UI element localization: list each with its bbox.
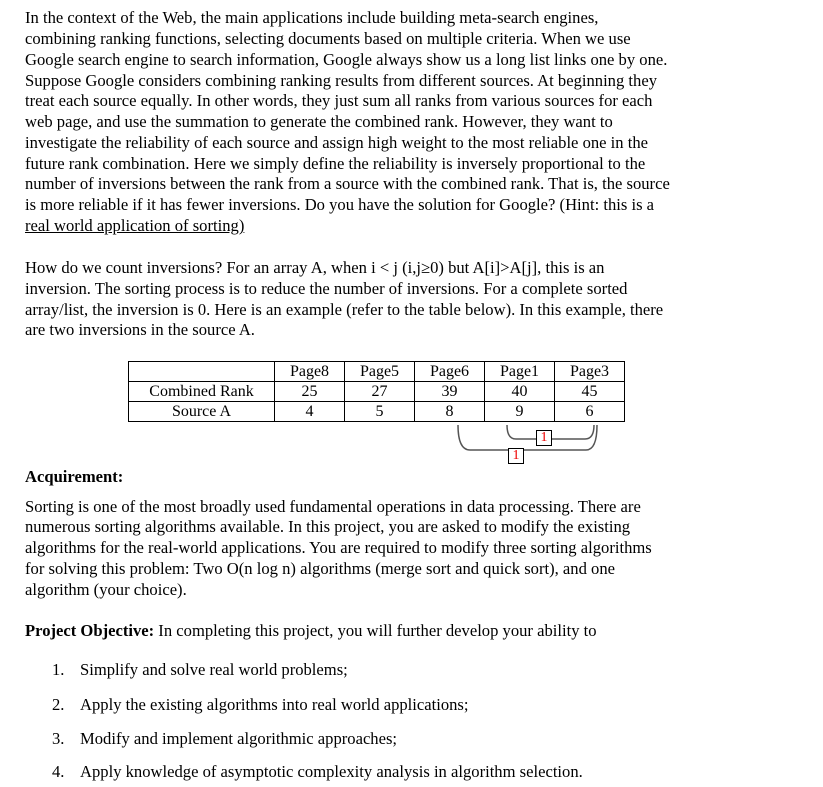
text-line: real world application of sorting) — [25, 216, 245, 235]
text-line: are two inversions in the source A. — [25, 320, 255, 339]
text-line: array/list, the inversion is 0. Here is an example (refer to the table below). In this example, there — [25, 300, 664, 319]
table-cell: Page5 — [345, 362, 415, 382]
table-cell: Page6 — [415, 362, 485, 382]
table-cell: 39 — [415, 382, 485, 402]
text-line: Sorting is one of the most broadly used fundamental operations in data processing. There are — [25, 497, 641, 516]
table-cell: 27 — [345, 382, 415, 402]
project-objective — [25, 621, 597, 641]
text-line: web page, and use the summation to generate the combined rank. However, they want to — [25, 112, 613, 131]
text-line: In the context of the Web, the main applications include building meta-search engines, — [25, 8, 599, 27]
table-cell: 9 — [485, 402, 555, 422]
text-line: number of inversions between the rank from a source with the combined rank. That is, the source — [25, 174, 670, 193]
table-cell: Page3 — [555, 362, 625, 382]
list-text: Modify and implement algorithmic approaches; — [80, 729, 398, 748]
text-line: algorithm (your choice). — [25, 580, 187, 599]
text-line: Suppose Google considers combining ranking results from different sources. At beginning they — [25, 71, 657, 90]
inversion-count-label: 1 — [536, 430, 552, 446]
text-line: inversion. The sorting process is to reduce the number of inversions. For a complete sorted — [25, 279, 628, 298]
table-cell: 40 — [485, 382, 555, 402]
table-cell: 5 — [345, 402, 415, 422]
objective-label: Project Objective: — [25, 621, 155, 640]
table-cell: 45 — [555, 382, 625, 402]
table-cell: Page1 — [485, 362, 555, 382]
table-cell: Source A — [129, 402, 275, 422]
text-line: Google search engine to search information, Google always show us a long list links one by one. — [25, 50, 668, 69]
list-number: 3. — [52, 729, 65, 748]
text-line: is more reliable if it has fewer inversions. Do you have the solution for Google? (Hint: this is a — [25, 195, 655, 214]
text-line: for solving this problem: Two O(n log n) algorithms (merge sort and quick sort), and one — [25, 559, 615, 578]
text-line: future rank combination. Here we simply define the reliability is inversely proportional to the — [25, 154, 646, 173]
list-text: Apply the existing algorithms into real world applications; — [80, 695, 469, 714]
text-line: investigate the reliability of each source and assign high weight to the most reliable one in the — [25, 133, 649, 152]
outer-bracket — [458, 425, 597, 450]
text-line: How do we count inversions? For an array A, when i < j (i,j≥0) but A[i]>A[j], this is an — [25, 258, 605, 277]
table-cell: Page8 — [275, 362, 345, 382]
table-cell: Combined Rank — [129, 382, 275, 402]
list-number: 4. — [52, 762, 65, 781]
inversion-count-label: 1 — [508, 448, 524, 464]
list-text: Apply knowledge of asymptotic complexity analysis in algorithm selection. — [80, 762, 583, 781]
list-number: 1. — [52, 660, 65, 679]
text-line: combining ranking functions, selecting documents based on multiple criteria. When we use — [25, 29, 631, 48]
text-line: algorithms for the real-world applications. You are required to modify three sorting algorithms — [25, 538, 652, 557]
table-cell: 25 — [275, 382, 345, 402]
table-cell: 4 — [275, 402, 345, 422]
list-number: 2. — [52, 695, 65, 714]
objective-text: In completing this project, you will further develop your ability to — [154, 621, 597, 640]
list-text: Simplify and solve real world problems; — [80, 660, 348, 679]
text-line: numerous sorting algorithms available. In this project, you are asked to modify the existing — [25, 517, 631, 536]
table-cell: 6 — [555, 402, 625, 422]
text-line: treat each source equally. In other words, they just sum all ranks from various sources for each — [25, 91, 653, 110]
acquirement-heading: Acquirement: — [25, 467, 124, 486]
table-cell: 8 — [415, 402, 485, 422]
